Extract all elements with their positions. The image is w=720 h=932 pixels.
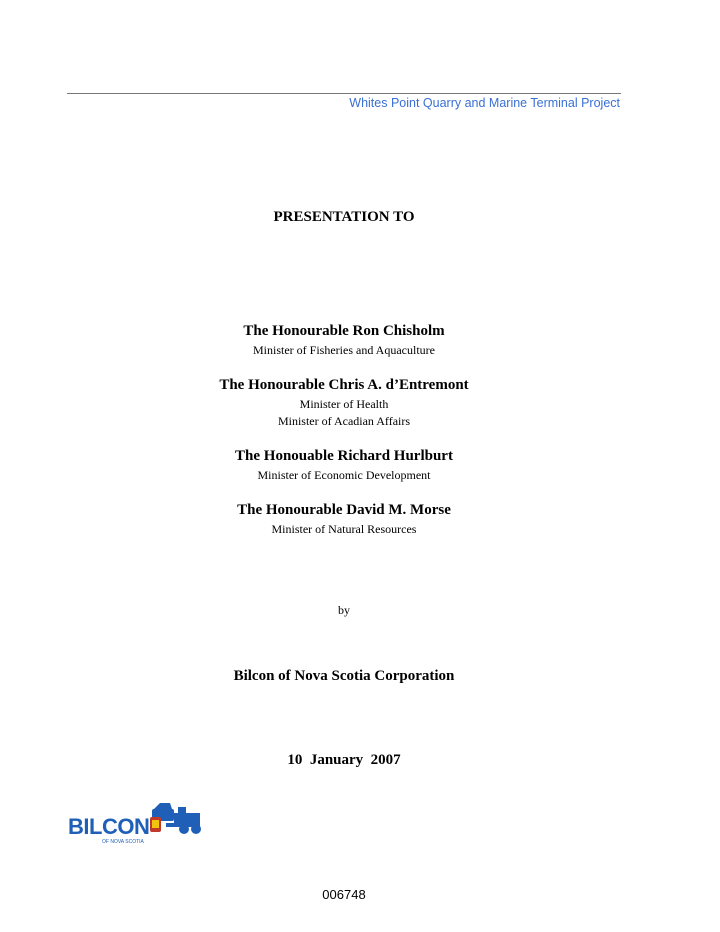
by-label: by — [338, 603, 350, 617]
logo-wordmark: BILCON — [68, 814, 150, 839]
minister-role: Minister of Health — [299, 397, 389, 411]
presentation-date: 10 January 2007 — [287, 752, 401, 768]
presentation-title: PRESENTATION TO — [273, 209, 415, 225]
minister-name: The Honouable Richard Hurlburt — [235, 448, 453, 464]
minister-block — [0, 502, 688, 538]
minister-role: Minister of Economic Development — [257, 468, 431, 482]
logo-subtext: OF NOVA SCOTIA — [102, 839, 144, 845]
bilcon-logo — [66, 803, 206, 845]
header-project-title: Whites Point Quarry and Marine Terminal Project — [349, 96, 620, 110]
minister-role: Minister of Acadian Affairs — [277, 414, 411, 428]
minister-role: Minister of Natural Resources — [271, 522, 417, 536]
minister-block — [0, 448, 688, 484]
minister-block — [0, 323, 688, 359]
minister-name: The Honourable Ron Chisholm — [243, 323, 445, 339]
organization-name: Bilcon of Nova Scotia Corporation — [233, 668, 455, 684]
page-number: 006748 — [322, 887, 366, 902]
minister-role: Minister of Fisheries and Aquaculture — [253, 343, 435, 357]
minister-name: The Honourable Chris A. d’Entremont — [219, 377, 469, 393]
minister-name: The Honourable David M. Morse — [237, 502, 451, 518]
minister-block — [0, 377, 688, 430]
shield-icon — [150, 817, 161, 832]
header-rule — [67, 93, 621, 94]
